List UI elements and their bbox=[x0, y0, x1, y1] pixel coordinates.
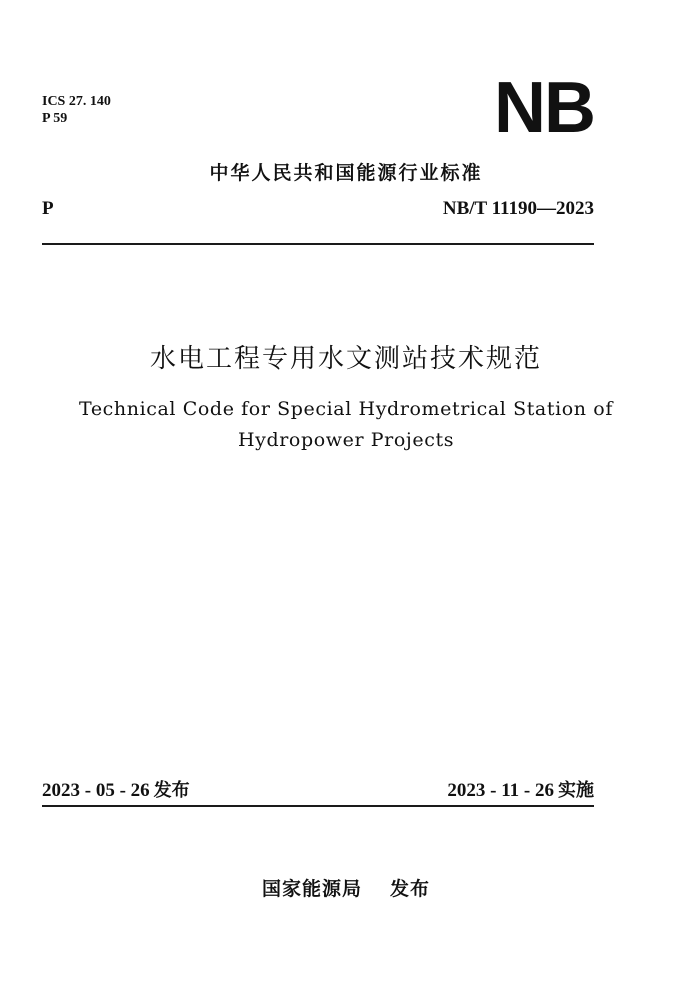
ics-number: ICS 27. 140 bbox=[42, 94, 111, 109]
title-english-line-2: Hydropower Projects bbox=[237, 429, 455, 451]
publish-date bbox=[42, 776, 190, 802]
header-divider bbox=[42, 243, 594, 245]
title-english-line-1: Technical Code for Special Hydrometrical Station of bbox=[79, 398, 613, 420]
implement-date bbox=[447, 776, 594, 802]
publish-label: 发布 bbox=[153, 780, 190, 801]
standard-code: NB/T 11190—2023 bbox=[442, 198, 594, 219]
publish-date-value: 2023 - 05 - 26 bbox=[42, 780, 150, 801]
implement-date-value: 2023 - 11 - 26 bbox=[447, 780, 554, 801]
issuer-name: 国家能源局 bbox=[261, 878, 362, 900]
classification-letter: P bbox=[42, 198, 54, 219]
ccs-number: P 59 bbox=[42, 111, 68, 126]
title-chinese: 水电工程专用水文测站技术规范 bbox=[149, 344, 542, 374]
ics-code-block bbox=[42, 93, 111, 127]
footer-divider bbox=[42, 805, 594, 807]
issuer-action: 发布 bbox=[390, 878, 431, 900]
implement-label: 实施 bbox=[558, 780, 594, 801]
issuer-line bbox=[0, 874, 692, 901]
nb-logo: NB bbox=[494, 68, 594, 148]
title-english bbox=[40, 394, 652, 456]
industry-standard-heading: 中华人民共和国能源行业标准 bbox=[209, 162, 483, 184]
